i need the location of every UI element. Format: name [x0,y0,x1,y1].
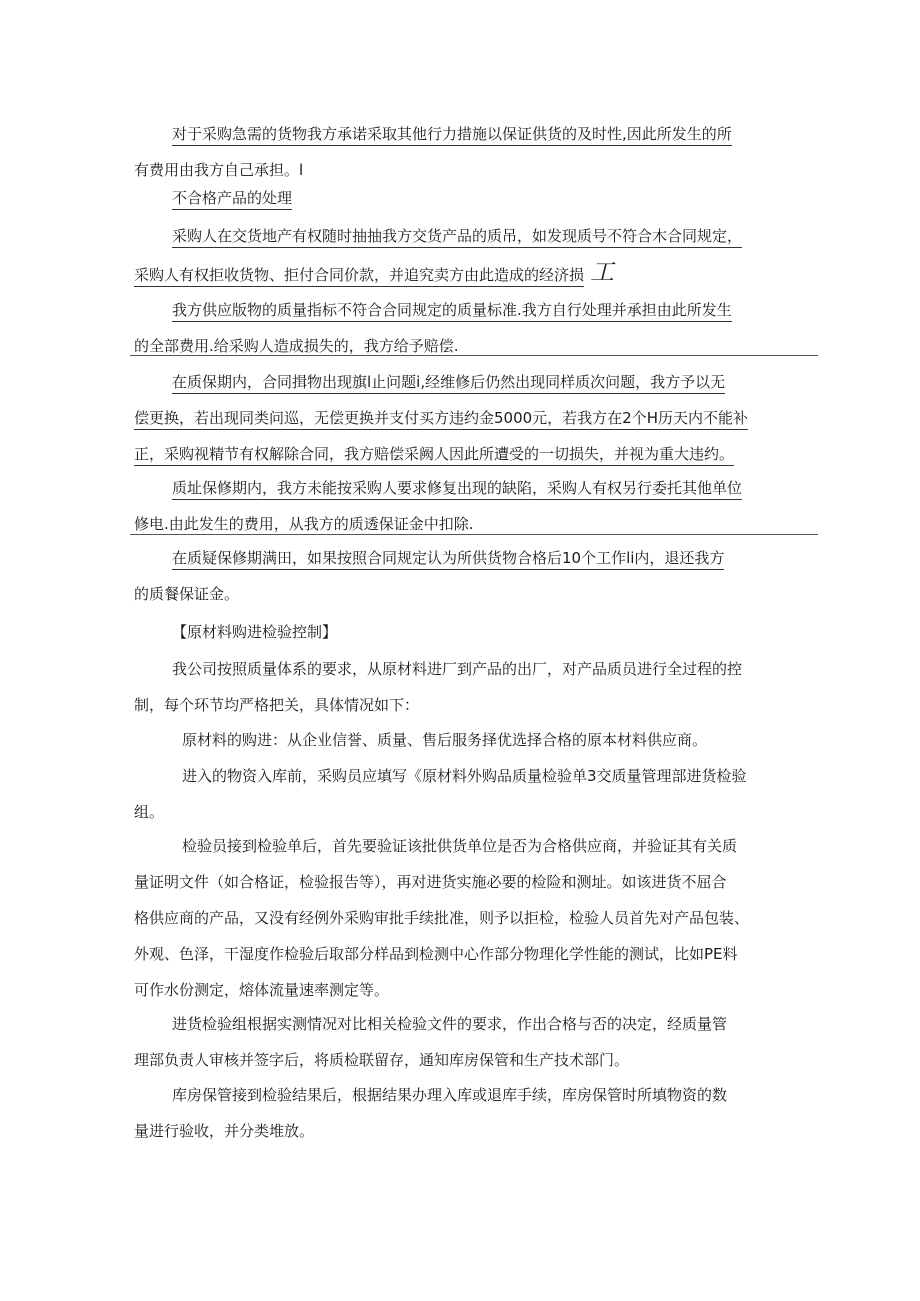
text-line: 理部负责人审核并签字后，将质检联留存，通知库房保管和生产技术部门。 [134,1051,630,1069]
paragraph-supply-urgent [134,116,814,188]
heading-nonconforming: 不合格产品的处理 [134,180,852,216]
text-line: 可作水份测定，熔体流量速率测定等。 [134,981,390,999]
text-line: 量证明文件（如合格证，检验报告等），再对进货实施必要的检险和测址。如该进货不屈合 [134,873,727,891]
paragraph-quality-system [134,651,814,723]
text-line: 我公司按照质量体系的要求，从原材料进厂到产品的出厂，对产品质员进行全过程的控 [172,660,743,678]
paragraph-deposit-return [134,540,814,612]
text-line: 进入的物资入库前，采购员应填写《原材料外购品质量检验单3交质量管理部进货检验 [182,767,747,785]
underline-rule [130,355,818,356]
text-line: 进货检验组根据实测情况对比相关检验文件的要求，作出合格与否的决定，经质量管 [172,1015,728,1033]
paragraph-quality-standard [134,292,814,364]
text-line: 外观、色泽，干湿度作检验后取部分样品到检测中心作部分物理化学性能的测试，比如PE料 [134,945,738,963]
text-line: 在质疑保修期满田，如果按照合同规定认为所供货物合格后10个工作li内，退还我方 [172,549,724,570]
paragraph-warranty-replacement [134,364,814,472]
paragraph-warehousing [134,758,814,830]
paragraph-storage [134,1077,814,1149]
text-line: 有费用由我方自己承担。l [134,161,304,179]
text-line: 修电.由此发生的费用，从我方的质透保证金中扣除. [134,515,474,533]
text-line: 检验员接到检验单后，首先要验证该批供货单位是否为合格供应商，并验证其有关质 [182,837,738,855]
heading-raw-material-control: 【原材料购进检验控制】 [172,623,338,641]
text-line: 的质餐保证金。 [134,585,240,603]
text-line: 量进行验收，并分类堆放。 [134,1122,315,1140]
text-line: 的全部费用.给采购人造成损失的，我方给予赔偿. [134,337,459,355]
underline-rule [130,534,818,535]
paragraph-inspector [134,828,814,1008]
handwritten-mark: 工 [590,258,615,286]
paragraph-inspection-group [134,1006,814,1078]
paragraph-purchase [134,722,814,758]
text-line: 库房保管接到检验结果后，根据结果办理入库或退库手续，库房保管时所填物资的数 [172,1086,728,1104]
paragraph-repair-deduction [134,470,814,542]
text-line: 制，每个环节均严格把关，具体情况如下： [134,696,420,714]
text-line: 原材料的购进：从企业信誉、质量、售后服务择优选择合格的原本材料供应商。 [182,731,708,749]
text-line: 正，采购视精节有权解除合同，我方赔偿采阙人因此所遭受的一切损失，并视为重大违约。 [134,445,734,466]
text-line: 在质保期内，合同揖物出现旗l止问题i,经维修后仍然出现同样质次问题，我方予以无 [172,373,725,394]
text-line: 格供应商的产品，又没有经例外采购审批手续批准，则予以拒检，检验人员首先对产品包装、 [134,909,750,927]
text-line: 对于采购急需的货物我方承诺采取其他行力措施以保证供货的及时性,因此所发生的所 [172,125,732,146]
text-line: 我方供应版物的质量指标不符合合同规定的质量标准.我方自行处理并承担由此所发生 [172,301,732,322]
text-line: 采购人有权拒收货物、拒付合同价款，并追究卖方由此造成的经济损 [134,266,584,287]
text-line: 偿更换，若出现同类问巡，无偿更换并支付买方违约金5000元，若我方在2个H历天内不能补 [134,409,748,430]
paragraph-inspection-right [134,218,814,293]
text-line: 组。 [134,803,165,821]
text-line: 采购人在交货地产有权随时抽抽我方交货产品的质吊，如发现质号不符合木合同规定， [172,227,742,248]
text-line: 质址保修期内，我方未能按采购人要求修复出现的缺陷，采购人有权另行委托其他单位 [172,479,742,500]
